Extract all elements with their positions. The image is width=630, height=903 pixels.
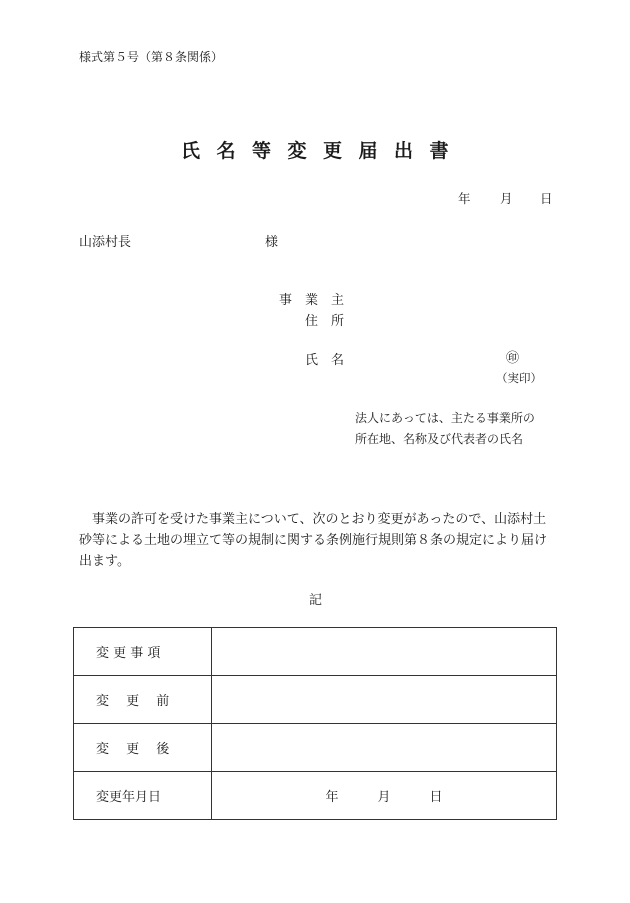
row-value-change-date: 年 月 日 (212, 772, 557, 820)
row-value-after (212, 724, 557, 772)
ki-heading: 記 (309, 593, 323, 608)
table-row (74, 676, 557, 724)
row-value-change-item (212, 628, 557, 676)
row-label-change-item: 変 更 事 項 (74, 628, 212, 676)
address-label: 住 所 (305, 314, 345, 329)
table-row (74, 724, 557, 772)
row-label-change-date: 変更年月日 (74, 772, 212, 820)
name-label: 氏 名 (305, 353, 345, 368)
row-label-before: 変 更 前 (74, 676, 212, 724)
table-row (74, 628, 557, 676)
date-day-label: 日 (540, 191, 553, 206)
row-label-after: 変 更 後 (74, 724, 212, 772)
table-row (74, 772, 557, 820)
form-number: 様式第５号（第８条関係） (79, 50, 224, 64)
honorific: 様 (265, 235, 279, 250)
business-owner-label: 事 業 主 (279, 293, 345, 308)
document-title: 氏名等変更届出書 (181, 140, 466, 162)
addressee: 山添村長 (79, 235, 132, 250)
body-text: 事業の許可を受けた事業主について、次のとおり変更があったので、山添村土砂等による土地の埋立て等の規制に関する条例施行規則第８条の規定により届け出ます。 (79, 512, 548, 569)
corporate-note-line1: 法人にあっては、主たる事業所の (355, 411, 535, 425)
date-year-label: 年 (458, 191, 471, 206)
seal-mark: ㊞ (506, 351, 520, 366)
row-value-before (212, 676, 557, 724)
date-month-label: 月 (500, 191, 513, 206)
seal-note: （実印） (496, 371, 542, 385)
corporate-note-line2: 所在地、名称及び代表者の氏名 (355, 432, 524, 446)
change-details-table (73, 627, 557, 820)
